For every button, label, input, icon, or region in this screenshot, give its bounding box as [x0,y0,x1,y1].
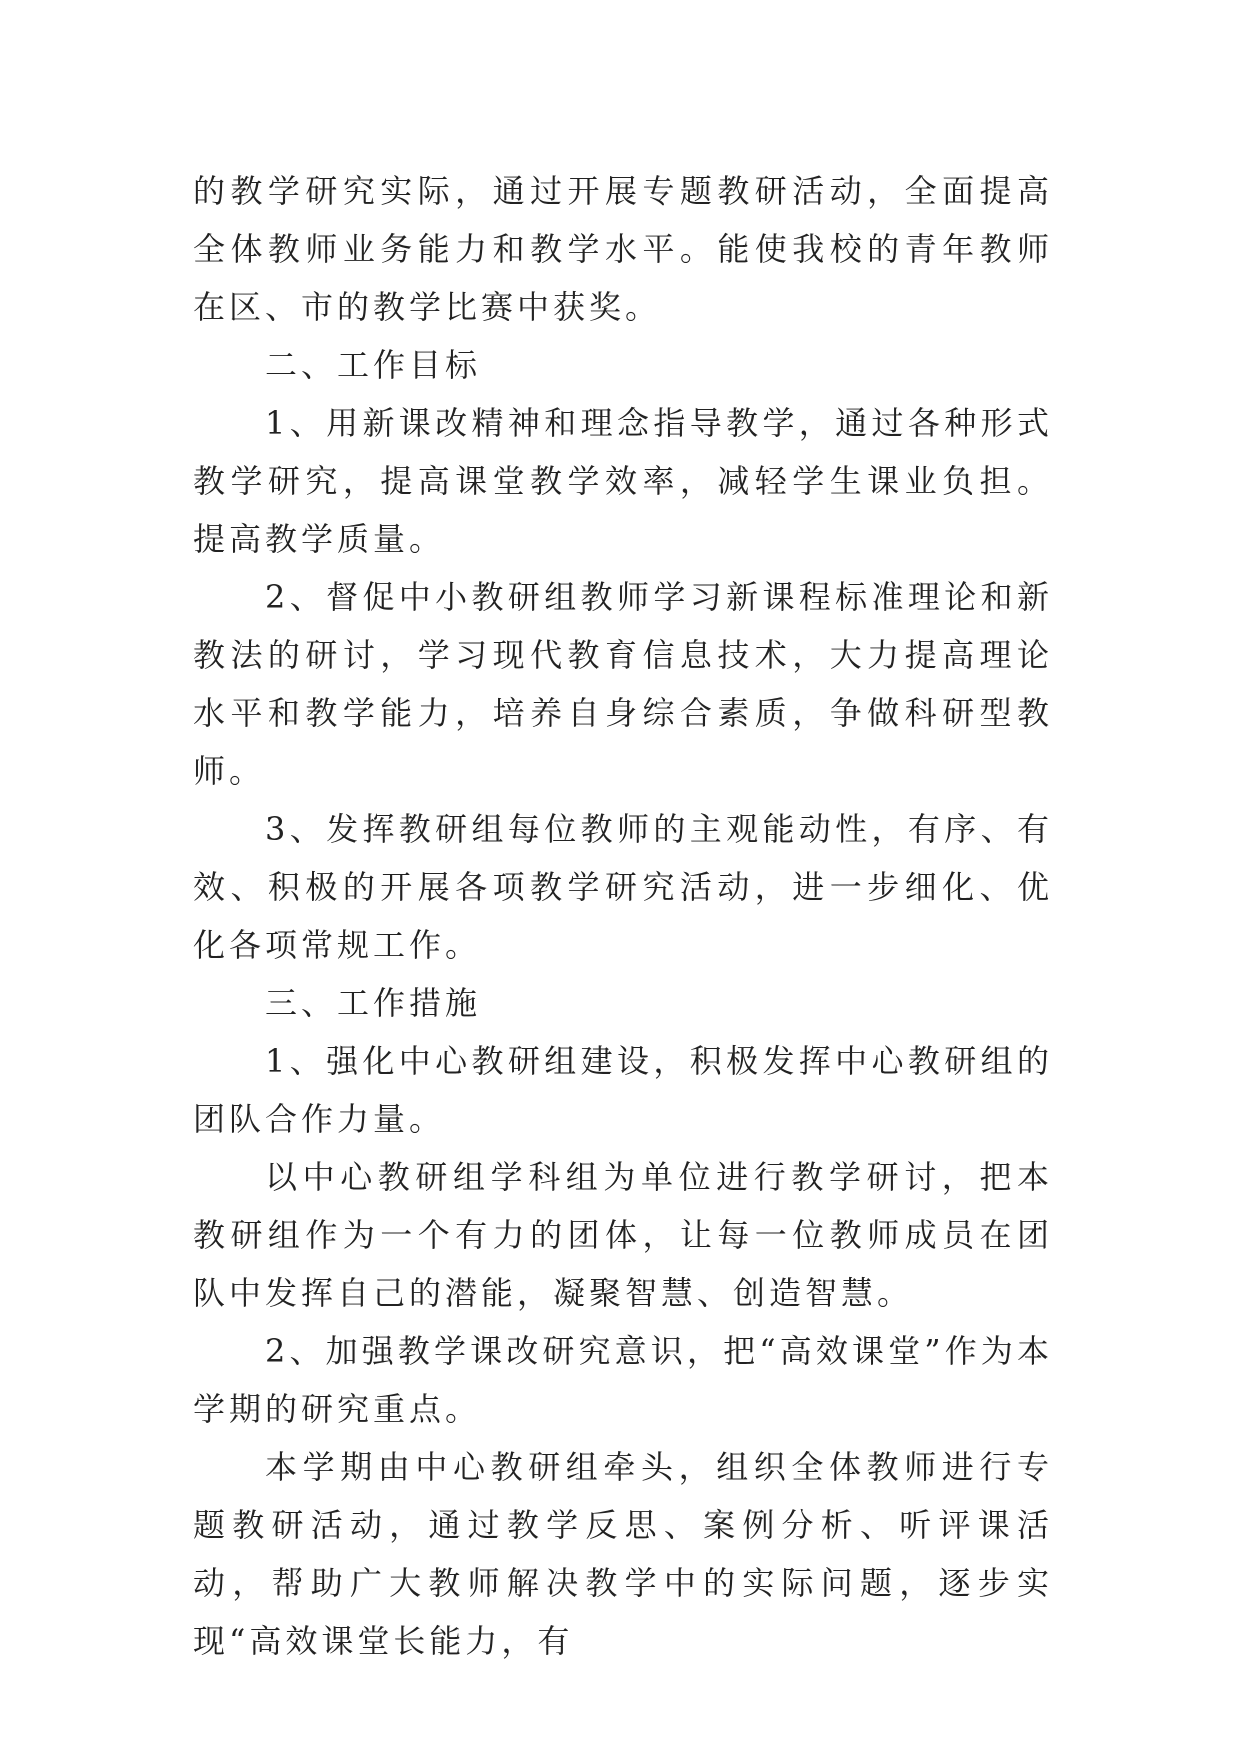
measure-item-2: 2、加强教学课改研究意识，把“高效课堂”作为本学期的研究重点。 [193,1332,1053,1428]
goal-item-1: 1、用新课改精神和理念指导教学，通过各种形式教学研究，提高课堂教学效率，减轻学生课业负担。提高教学质量。 [193,404,1053,558]
document-body [193,162,1053,1670]
measure-item-1: 1、强化中心教研组建设，积极发挥中心教研组的团队合作力量。 [193,1042,1053,1138]
measure-item-1-detail: 以中心教研组学科组为单位进行教学研讨，把本教研组作为一个有力的团体，让每一位教师成员在团队中发挥自己的潜能，凝聚智慧、创造智慧。 [193,1158,1053,1312]
goal-item-3: 3、发挥教研组每位教师的主观能动性，有序、有效、积极的开展各项教学研究活动，进一步细化、优化各项常规工作。 [193,810,1053,964]
section-heading-goals: 二、工作目标 [265,346,482,384]
goal-item-2: 2、督促中小教研组教师学习新课程标准理论和新教法的研讨，学习现代教育信息技术，大力提高理论水平和教学能力，培养自身综合素质，争做科研型教师。 [193,578,1053,790]
section-heading-measures: 三、工作措施 [265,984,482,1022]
measure-item-2-detail: 本学期由中心教研组牵头，组织全体教师进行专题教研活动，通过教学反思、案例分析、听评课活动，帮助广大教师解决教学中的实际问题，逐步实现“高效课堂长能力，有 [193,1448,1053,1660]
paragraph-continuation: 的教学研究实际，通过开展专题教研活动，全面提高全体教师业务能力和教学水平。能使我校的青年教师在区、市的教学比赛中获奖。 [193,172,1053,326]
